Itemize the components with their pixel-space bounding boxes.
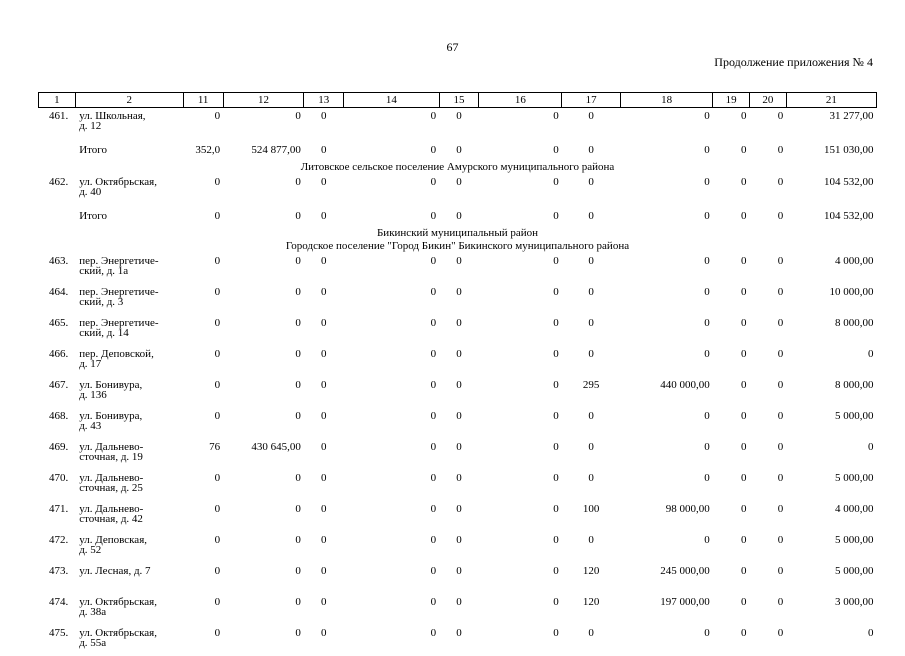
- address-cell: [75, 408, 183, 439]
- value-cell: 352,0: [195, 144, 221, 156]
- address-line: д. 43: [79, 420, 102, 432]
- section-header-row: [39, 240, 877, 253]
- table-row: [39, 108, 877, 140]
- value-cell: 0: [777, 286, 784, 298]
- address-line: пер. Энергетиче-: [79, 255, 159, 267]
- value-cell: 0: [456, 379, 462, 391]
- column-header: 12: [223, 93, 304, 108]
- value-cell: 0: [295, 317, 301, 329]
- value-cell: 0: [430, 503, 437, 515]
- value-cell: 0: [868, 627, 874, 639]
- value-cell: 0: [320, 565, 327, 577]
- value-cell: 0: [777, 596, 784, 608]
- value-cell: 0: [320, 379, 327, 391]
- value-cell: 0: [214, 596, 221, 608]
- column-number-header: [39, 93, 877, 108]
- value-cell: 0: [456, 410, 462, 422]
- address-line: ул. Октябрьская,: [79, 627, 157, 639]
- value-cell: 8 000,00: [835, 317, 874, 329]
- value-cell: 0: [740, 534, 747, 546]
- value-cell: 0: [553, 110, 559, 122]
- table-row: [39, 174, 877, 205]
- address-line: д. 17: [79, 358, 102, 370]
- value-cell: 0: [740, 286, 747, 298]
- row-number: 475.: [48, 627, 69, 639]
- address-line: ул. Бонивура,: [79, 410, 143, 422]
- value-cell: 8 000,00: [835, 379, 874, 391]
- value-cell: 0: [588, 210, 594, 222]
- value-cell: 0: [704, 110, 710, 122]
- value-cell: 245 000,00: [660, 565, 710, 577]
- value-cell: 0: [777, 176, 784, 188]
- value-cell: 5 000,00: [835, 534, 874, 546]
- value-cell: 0: [777, 627, 784, 639]
- address-cell: [75, 174, 183, 205]
- address-line: д. 12: [79, 120, 102, 132]
- address-line: ул. Дальнево-: [79, 472, 144, 484]
- value-cell: 0: [740, 627, 747, 639]
- value-cell: 0: [704, 144, 710, 156]
- value-cell: 0: [214, 348, 221, 360]
- value-cell: 0: [295, 110, 301, 122]
- value-cell: 0: [214, 503, 221, 515]
- value-cell: 0: [777, 379, 784, 391]
- value-cell: 0: [553, 255, 559, 267]
- address-cell: [75, 563, 183, 594]
- row-number: 474.: [48, 596, 69, 608]
- value-cell: 0: [553, 627, 559, 639]
- value-cell: 0: [553, 317, 559, 329]
- value-cell: 76: [209, 441, 221, 453]
- table-row: [39, 563, 877, 594]
- address-cell: [75, 253, 183, 284]
- value-cell: 0: [704, 317, 710, 329]
- address-cell: [75, 625, 183, 656]
- value-cell: 0: [456, 210, 462, 222]
- section-title: Бикинский муниципальный район: [376, 227, 539, 239]
- value-cell: 0: [430, 210, 437, 222]
- value-cell: 0: [456, 176, 462, 188]
- value-cell: 0: [588, 472, 594, 484]
- value-cell: 0: [320, 348, 327, 360]
- value-cell: 0: [588, 441, 594, 453]
- address-line: ул. Октябрьская,: [79, 176, 157, 188]
- value-cell: 0: [588, 255, 594, 267]
- value-cell: 0: [320, 110, 327, 122]
- table-row: [39, 346, 877, 377]
- value-cell: 0: [740, 379, 747, 391]
- row-number: 471.: [48, 503, 69, 515]
- value-cell: 0: [553, 534, 559, 546]
- value-cell: 0: [320, 144, 327, 156]
- value-cell: 0: [320, 441, 327, 453]
- section-header-row: [39, 227, 877, 240]
- value-cell: 0: [430, 317, 437, 329]
- value-cell: 0: [553, 176, 559, 188]
- address-cell: [75, 532, 183, 563]
- value-cell: 0: [588, 317, 594, 329]
- value-cell: 0: [704, 255, 710, 267]
- value-cell: 0: [214, 534, 221, 546]
- value-cell: 0: [320, 596, 327, 608]
- value-cell: 4 000,00: [835, 503, 874, 515]
- value-cell: 0: [295, 534, 301, 546]
- value-cell: 0: [777, 410, 784, 422]
- address-line: д. 52: [79, 544, 102, 556]
- value-cell: 0: [704, 441, 710, 453]
- value-cell: 0: [295, 503, 301, 515]
- table-row: [39, 470, 877, 501]
- value-cell: 0: [588, 144, 594, 156]
- value-cell: 0: [777, 472, 784, 484]
- value-cell: 0: [214, 255, 221, 267]
- address-cell: [75, 284, 183, 315]
- value-cell: 0: [777, 110, 784, 122]
- address-cell: [75, 377, 183, 408]
- address-line: сточная, д. 42: [79, 513, 143, 525]
- value-cell: 0: [868, 441, 874, 453]
- address-line: д. 55а: [79, 637, 107, 649]
- value-cell: 0: [588, 348, 594, 360]
- column-header: 2: [75, 93, 183, 108]
- value-cell: 0: [295, 565, 301, 577]
- value-cell: 0: [430, 472, 437, 484]
- section-title: Литовское сельское поселение Амурского муниципального района: [300, 161, 615, 173]
- column-header: 18: [621, 93, 713, 108]
- value-cell: 197 000,00: [660, 596, 710, 608]
- value-cell: 0: [704, 627, 710, 639]
- address-line: сточная, д. 19: [79, 451, 143, 463]
- address-line: ул. Дальнево-: [79, 441, 144, 453]
- value-cell: 5 000,00: [835, 410, 874, 422]
- value-cell: 0: [456, 627, 462, 639]
- row-number: 463.: [48, 255, 69, 267]
- value-cell: 0: [553, 144, 559, 156]
- table-row: [39, 408, 877, 439]
- value-cell: 10 000,00: [829, 286, 874, 298]
- value-cell: 0: [430, 348, 437, 360]
- value-cell: 0: [295, 379, 301, 391]
- value-cell: 0: [214, 210, 221, 222]
- value-cell: 0: [430, 255, 437, 267]
- section-title: Городское поселение "Город Бикин" Бикинского муниципального района: [285, 240, 630, 252]
- value-cell: 0: [704, 410, 710, 422]
- value-cell: 0: [553, 503, 559, 515]
- row-number: [39, 139, 76, 161]
- value-cell: 0: [320, 627, 327, 639]
- value-cell: 0: [740, 210, 747, 222]
- address-cell: [75, 501, 183, 532]
- total-row: [39, 205, 877, 227]
- value-cell: 0: [588, 176, 594, 188]
- value-cell: 0: [777, 348, 784, 360]
- value-cell: 0: [320, 317, 327, 329]
- value-cell: 0: [295, 286, 301, 298]
- value-cell: 0: [704, 286, 710, 298]
- value-cell: 0: [430, 441, 437, 453]
- address-line: пер. Деповской,: [79, 348, 154, 360]
- value-cell: 0: [740, 110, 747, 122]
- address-cell: [75, 470, 183, 501]
- value-cell: 0: [214, 410, 221, 422]
- value-cell: 0: [553, 379, 559, 391]
- value-cell: 0: [214, 627, 221, 639]
- address-line: д. 40: [79, 186, 102, 198]
- value-cell: 0: [740, 317, 747, 329]
- value-cell: 0: [588, 627, 594, 639]
- value-cell: 0: [588, 110, 594, 122]
- value-cell: 440 000,00: [660, 379, 710, 391]
- value-cell: 0: [553, 565, 559, 577]
- column-header: 15: [439, 93, 479, 108]
- value-cell: 0: [588, 534, 594, 546]
- column-header: 1: [39, 93, 76, 108]
- value-cell: 0: [777, 441, 784, 453]
- address-cell: [75, 315, 183, 346]
- column-header: 20: [749, 93, 786, 108]
- column-header: 14: [344, 93, 439, 108]
- table-row: [39, 315, 877, 346]
- value-cell: 0: [588, 410, 594, 422]
- value-cell: 0: [214, 286, 221, 298]
- value-cell: 0: [320, 255, 327, 267]
- value-cell: 0: [430, 534, 437, 546]
- value-cell: 0: [295, 410, 301, 422]
- address-line: ул. Школьная,: [79, 110, 146, 122]
- value-cell: 0: [777, 144, 784, 156]
- value-cell: 120: [582, 596, 600, 608]
- value-cell: 0: [553, 472, 559, 484]
- row-number: 473.: [48, 565, 69, 577]
- value-cell: 0: [740, 503, 747, 515]
- table-row: [39, 501, 877, 532]
- row-number: [39, 205, 76, 227]
- address-line: пер. Энергетиче-: [79, 317, 159, 329]
- address-line: Итого: [79, 210, 108, 222]
- address-cell: [75, 594, 183, 625]
- value-cell: 0: [704, 210, 710, 222]
- address-cell: [75, 108, 183, 140]
- value-cell: 0: [295, 176, 301, 188]
- address-line: пер. Энергетиче-: [79, 286, 159, 298]
- value-cell: 0: [456, 317, 462, 329]
- value-cell: 0: [295, 210, 301, 222]
- value-cell: 0: [553, 286, 559, 298]
- address-line: д. 136: [79, 389, 107, 401]
- value-cell: 120: [582, 565, 600, 577]
- address-line: ул. Лесная, д. 7: [79, 565, 151, 577]
- value-cell: 4 000,00: [835, 255, 874, 267]
- row-number: 469.: [48, 441, 69, 453]
- value-cell: 0: [456, 534, 462, 546]
- value-cell: 0: [320, 210, 327, 222]
- value-cell: 0: [320, 286, 327, 298]
- value-cell: 0: [430, 410, 437, 422]
- value-cell: 0: [456, 348, 462, 360]
- address-line: Итого: [79, 144, 108, 156]
- row-number: 462.: [48, 176, 69, 188]
- address-line: д. 38а: [79, 606, 107, 618]
- value-cell: 0: [214, 379, 221, 391]
- value-cell: 31 277,00: [829, 110, 874, 122]
- continuation-caption: Продолжение приложения № 4: [714, 55, 873, 69]
- value-cell: 0: [456, 144, 462, 156]
- address-line: ский, д. 1а: [79, 265, 129, 277]
- value-cell: 0: [553, 348, 559, 360]
- address-cell: [75, 346, 183, 377]
- value-cell: 0: [456, 441, 462, 453]
- value-cell: 0: [740, 565, 747, 577]
- address-cell: [75, 205, 183, 227]
- value-cell: 0: [704, 176, 710, 188]
- value-cell: 0: [214, 472, 221, 484]
- appendix-table: [38, 92, 877, 656]
- value-cell: 5 000,00: [835, 565, 874, 577]
- value-cell: 0: [295, 596, 301, 608]
- value-cell: 0: [456, 503, 462, 515]
- row-number: 468.: [48, 410, 69, 422]
- column-header: 17: [562, 93, 621, 108]
- value-cell: 0: [777, 503, 784, 515]
- value-cell: 0: [430, 565, 437, 577]
- value-cell: 0: [740, 176, 747, 188]
- table-row: [39, 439, 877, 470]
- row-number: 465.: [48, 317, 69, 329]
- value-cell: 430 645,00: [251, 441, 301, 453]
- section-header-row: [39, 161, 877, 174]
- value-cell: 100: [582, 503, 600, 515]
- value-cell: 295: [582, 379, 600, 391]
- value-cell: 0: [430, 144, 437, 156]
- value-cell: 0: [320, 534, 327, 546]
- value-cell: 0: [214, 110, 221, 122]
- address-line: ул. Деповская,: [79, 534, 147, 546]
- value-cell: 0: [295, 627, 301, 639]
- row-number: 467.: [48, 379, 69, 391]
- value-cell: 0: [777, 317, 784, 329]
- column-header: 13: [304, 93, 344, 108]
- value-cell: 0: [430, 627, 437, 639]
- row-number: 461.: [48, 110, 69, 122]
- row-number: 466.: [48, 348, 69, 360]
- page-number: 67: [446, 40, 459, 54]
- value-cell: 0: [740, 255, 747, 267]
- value-cell: 0: [740, 472, 747, 484]
- value-cell: 0: [430, 596, 437, 608]
- value-cell: 0: [553, 441, 559, 453]
- value-cell: 0: [320, 410, 327, 422]
- table-row: [39, 594, 877, 625]
- column-header: 16: [479, 93, 562, 108]
- value-cell: 0: [430, 176, 437, 188]
- value-cell: 98 000,00: [665, 503, 710, 515]
- value-cell: 0: [456, 596, 462, 608]
- value-cell: 3 000,00: [835, 596, 874, 608]
- column-header: 19: [713, 93, 750, 108]
- value-cell: 0: [740, 410, 747, 422]
- value-cell: 0: [456, 110, 462, 122]
- address-line: ул. Бонивура,: [79, 379, 143, 391]
- value-cell: 524 877,00: [251, 144, 301, 156]
- table-row: [39, 532, 877, 563]
- value-cell: 0: [777, 565, 784, 577]
- row-number: 470.: [48, 472, 69, 484]
- value-cell: 0: [320, 176, 327, 188]
- value-cell: 0: [295, 255, 301, 267]
- value-cell: 0: [320, 472, 327, 484]
- value-cell: 0: [553, 210, 559, 222]
- value-cell: 0: [777, 534, 784, 546]
- value-cell: 5 000,00: [835, 472, 874, 484]
- total-row: [39, 139, 877, 161]
- value-cell: 0: [740, 596, 747, 608]
- table-row: [39, 377, 877, 408]
- value-cell: 0: [868, 348, 874, 360]
- column-header: 11: [183, 93, 223, 108]
- value-cell: 0: [456, 565, 462, 577]
- address-line: ский, д. 3: [79, 296, 124, 308]
- value-cell: 0: [777, 210, 784, 222]
- value-cell: 0: [704, 348, 710, 360]
- table-row: [39, 625, 877, 656]
- value-cell: 0: [214, 176, 221, 188]
- table-row: [39, 253, 877, 284]
- value-cell: 104 532,00: [824, 210, 874, 222]
- address-cell: [75, 139, 183, 161]
- value-cell: 0: [430, 379, 437, 391]
- value-cell: 0: [456, 255, 462, 267]
- value-cell: 0: [430, 286, 437, 298]
- value-cell: 0: [588, 286, 594, 298]
- value-cell: 0: [295, 348, 301, 360]
- value-cell: 0: [777, 255, 784, 267]
- address-line: ул. Дальнево-: [79, 503, 144, 515]
- value-cell: 0: [740, 144, 747, 156]
- value-cell: 0: [553, 596, 559, 608]
- value-cell: 0: [456, 472, 462, 484]
- row-number: 464.: [48, 286, 69, 298]
- address-line: ский, д. 14: [79, 327, 129, 339]
- column-header: 21: [786, 93, 876, 108]
- value-cell: 0: [740, 348, 747, 360]
- value-cell: 0: [430, 110, 437, 122]
- value-cell: 104 532,00: [824, 176, 874, 188]
- value-cell: 0: [456, 286, 462, 298]
- value-cell: 0: [740, 441, 747, 453]
- address-line: ул. Октябрьская,: [79, 596, 157, 608]
- value-cell: 0: [214, 317, 221, 329]
- value-cell: 0: [553, 410, 559, 422]
- table-row: [39, 284, 877, 315]
- value-cell: 0: [295, 472, 301, 484]
- address-line: сточная, д. 25: [79, 482, 143, 494]
- value-cell: 0: [704, 472, 710, 484]
- value-cell: 0: [214, 565, 221, 577]
- address-cell: [75, 439, 183, 470]
- value-cell: 0: [704, 534, 710, 546]
- value-cell: 151 030,00: [824, 144, 874, 156]
- row-number: 472.: [48, 534, 69, 546]
- value-cell: 0: [320, 503, 327, 515]
